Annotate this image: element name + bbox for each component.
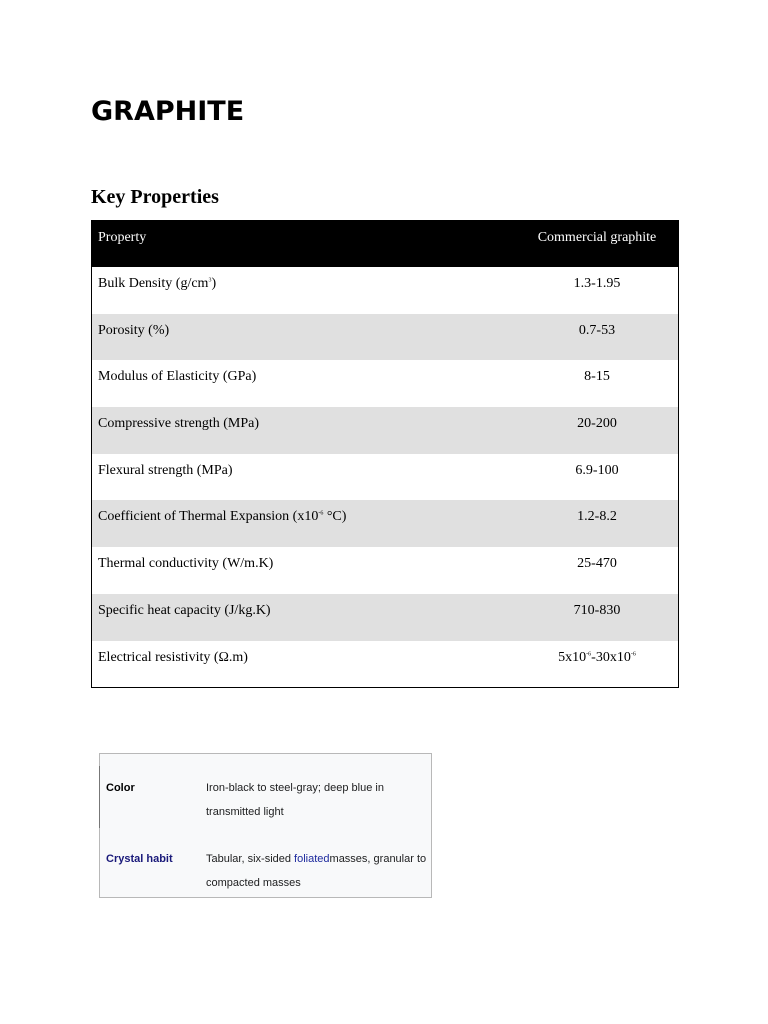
property-cell: Flexural strength (MPa) [98, 462, 233, 478]
property-cell: Bulk Density $(g/cm^3)$ [98, 276, 217, 291]
color-value: Iron-black to steel-gray; deep blue in transmitted light [206, 782, 384, 818]
property-cell: Thermal conductivity (W/m.K) [98, 556, 274, 572]
table-row [92, 360, 678, 407]
color-label: Color [106, 782, 135, 794]
property-cell: Coefficient of Thermal Expansion ($x10^{-6}$ °C) [98, 509, 347, 525]
table-row [92, 454, 678, 501]
table-row [92, 267, 678, 314]
value-cell: 710-830 [573, 602, 621, 618]
property-cell: Electrical resistivity (Ω.m) [98, 649, 248, 665]
table-row [92, 314, 678, 361]
value-cell: 1.2-8.2 [577, 509, 617, 525]
property-cell: Porosity (%) [98, 322, 170, 338]
value-cell: 20-200 [577, 416, 617, 432]
table-row [92, 500, 678, 547]
property-cell: Modulus of Elasticity (GPa) [98, 369, 257, 385]
mineral-infobox [99, 753, 432, 898]
value-cell: 1.3-1.95 [573, 276, 621, 291]
infobox-edge-divider [99, 766, 100, 828]
column-header-commercial-graphite: Commercial graphite [537, 230, 657, 245]
property-cell: Specific heat capacity (J/kg.K) [98, 602, 271, 618]
foliated-link[interactable]: foliated [294, 853, 330, 865]
table-header-row [92, 221, 678, 267]
table-row [92, 641, 678, 688]
table-row [92, 594, 678, 641]
property-cell: Compressive strength (MPa) [98, 416, 259, 432]
value-cell: 8-15 [584, 369, 610, 385]
value-cell: 25-470 [577, 556, 617, 572]
value-cell: 6.9-100 [575, 462, 619, 478]
table-row [92, 547, 678, 594]
table-row [92, 407, 678, 454]
crystal-habit-link[interactable]: Crystal habit [106, 853, 173, 865]
value-cell: 0.7-53 [578, 322, 616, 338]
value-cell: $5x10^{-6}-30x10^{-6}$ [558, 649, 636, 665]
document-title: GRAPHITE [91, 96, 245, 127]
crystal-habit-value: Tabular, six-sided foliatedmasses, granular to compacted masses [206, 853, 427, 889]
column-header-property: Property [98, 230, 147, 245]
section-heading: Key Properties [91, 186, 219, 208]
key-properties-table [91, 220, 679, 688]
